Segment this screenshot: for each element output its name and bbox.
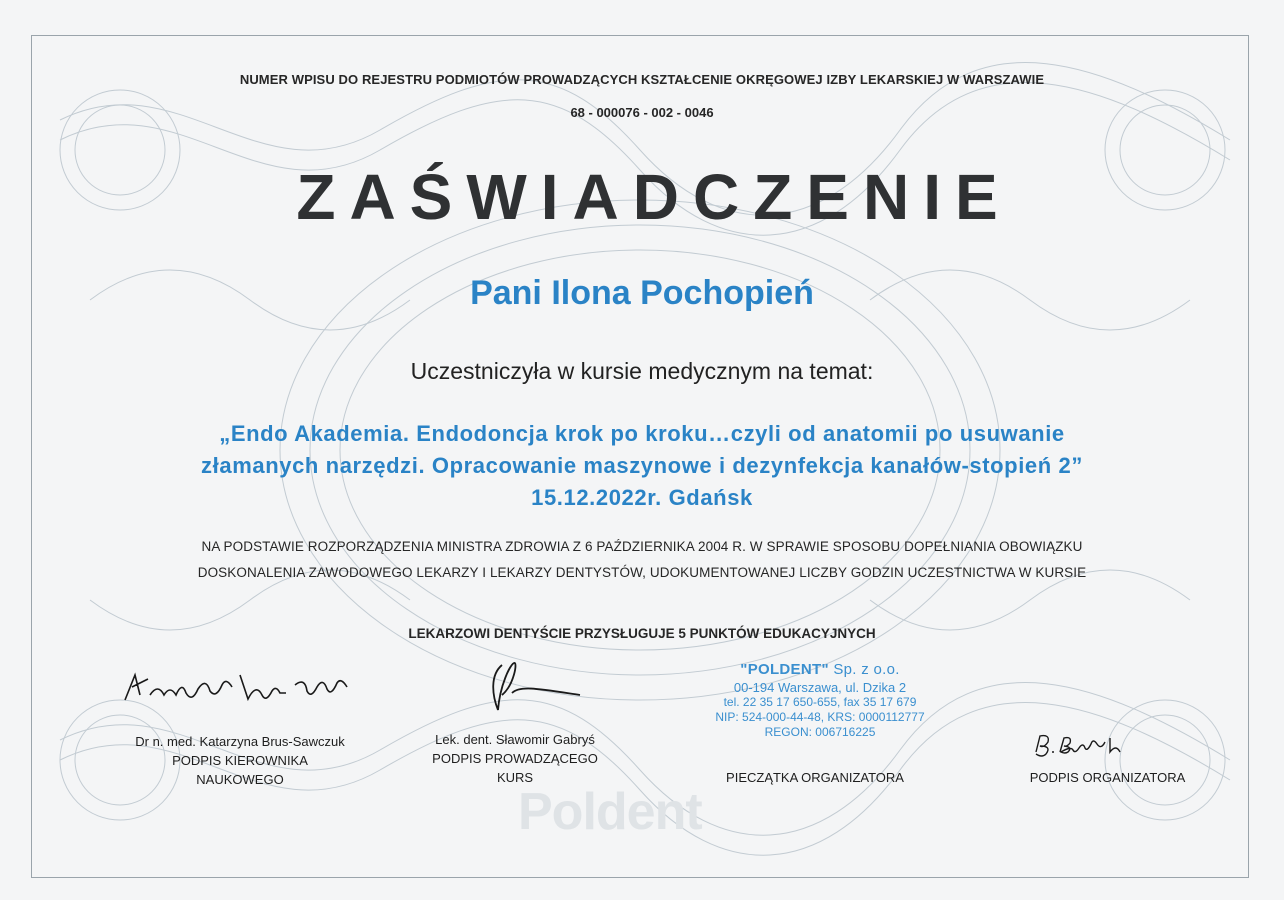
- stamp-caption: PIECZĄTKA ORGANIZATORA: [726, 770, 904, 785]
- participation-statement: Uczestniczyła w kursie medycznym na temat:: [410, 358, 874, 384]
- course-title-line-2: złamanych narzędzi. Opracowanie maszynowe i dezynfekcja kanałów-stopień 2”: [201, 453, 1083, 478]
- certificate-title: ZAŚWIADCZENIE: [296, 161, 1012, 233]
- legal-basis: [0, 534, 1284, 586]
- signature-organizer: [1030, 730, 1130, 760]
- stamp-regon: REGON: 006716225: [764, 725, 876, 739]
- course-leader-name: Lek. dent. Sławomir Gabryś: [435, 732, 595, 747]
- recipient-name: Pani Ilona Pochopień: [470, 274, 814, 312]
- education-points: LEKARZOWI DENTYŚCIE PRZYSŁUGUJE 5 PUNKTÓW EDUKACYJNYCH: [408, 626, 876, 641]
- course-title-line-1: „Endo Akademia. Endodoncja krok po kroku…czyli od anatomii po usuwanie: [219, 421, 1065, 446]
- legal-basis-line-1: NA PODSTAWIE ROZPORZĄDZENIA MINISTRA ZDROWIA Z 6 PAŹDZIERNIKA 2004 R. W SPRAWIE SPOSOBU DOPEŁNIANIA OBOWIĄZKU: [201, 539, 1083, 554]
- course-leader-role-2: KURS: [496, 770, 534, 785]
- registry-number: 68 - 000076 - 002 - 0046: [570, 105, 714, 120]
- scientific-head-role-2: NAUKOWEGO: [196, 772, 284, 787]
- course-leader-block: [400, 730, 630, 787]
- signature-scientific-head: [120, 665, 360, 715]
- organizer-caption: PODPIS ORGANIZATORA: [1029, 770, 1186, 785]
- stamp-phones: tel. 22 35 17 650-655, fax 35 17 679: [723, 695, 917, 709]
- poldent-watermark-logo: Poldent: [518, 783, 702, 841]
- signature-course-leader: [480, 655, 590, 725]
- legal-basis-line-2: DOSKONALENIA ZAWODOWEGO LEKARZY I LEKARZY DENTYSTÓW, UDOKUMENTOWANEJ LICZBY GODZIN UCZESTNICTWA W KURSIE: [197, 565, 1087, 580]
- stamp-company: [700, 660, 940, 680]
- stamp-ids: NIP: 524-000-44-48, KRS: 0000112777: [715, 710, 925, 724]
- scientific-head-role-1: PODPIS KIEROWNIKA: [172, 753, 308, 768]
- stamp-address: 00-194 Warszawa, ul. Dzika 2: [733, 680, 907, 695]
- course-title: [0, 418, 1284, 514]
- stamp-company-suffix: Sp. z o.o.: [833, 661, 900, 678]
- course-leader-role-1: PODPIS PROWADZĄCEGO: [432, 751, 598, 766]
- scientific-head-block: [95, 732, 385, 789]
- organizer-stamp: [700, 660, 940, 740]
- stamp-company-name: "POLDENT": [740, 661, 829, 678]
- registry-line: NUMER WPISU DO REJESTRU PODMIOTÓW PROWADZĄCYCH KSZTAŁCENIE OKRĘGOWEJ IZBY LEKARSKIEJ W WARSZAWIE: [239, 72, 1045, 87]
- course-date: 15.12.2022r. Gdańsk: [531, 485, 753, 510]
- scientific-head-name: Dr n. med. Katarzyna Brus-Sawczuk: [135, 734, 345, 749]
